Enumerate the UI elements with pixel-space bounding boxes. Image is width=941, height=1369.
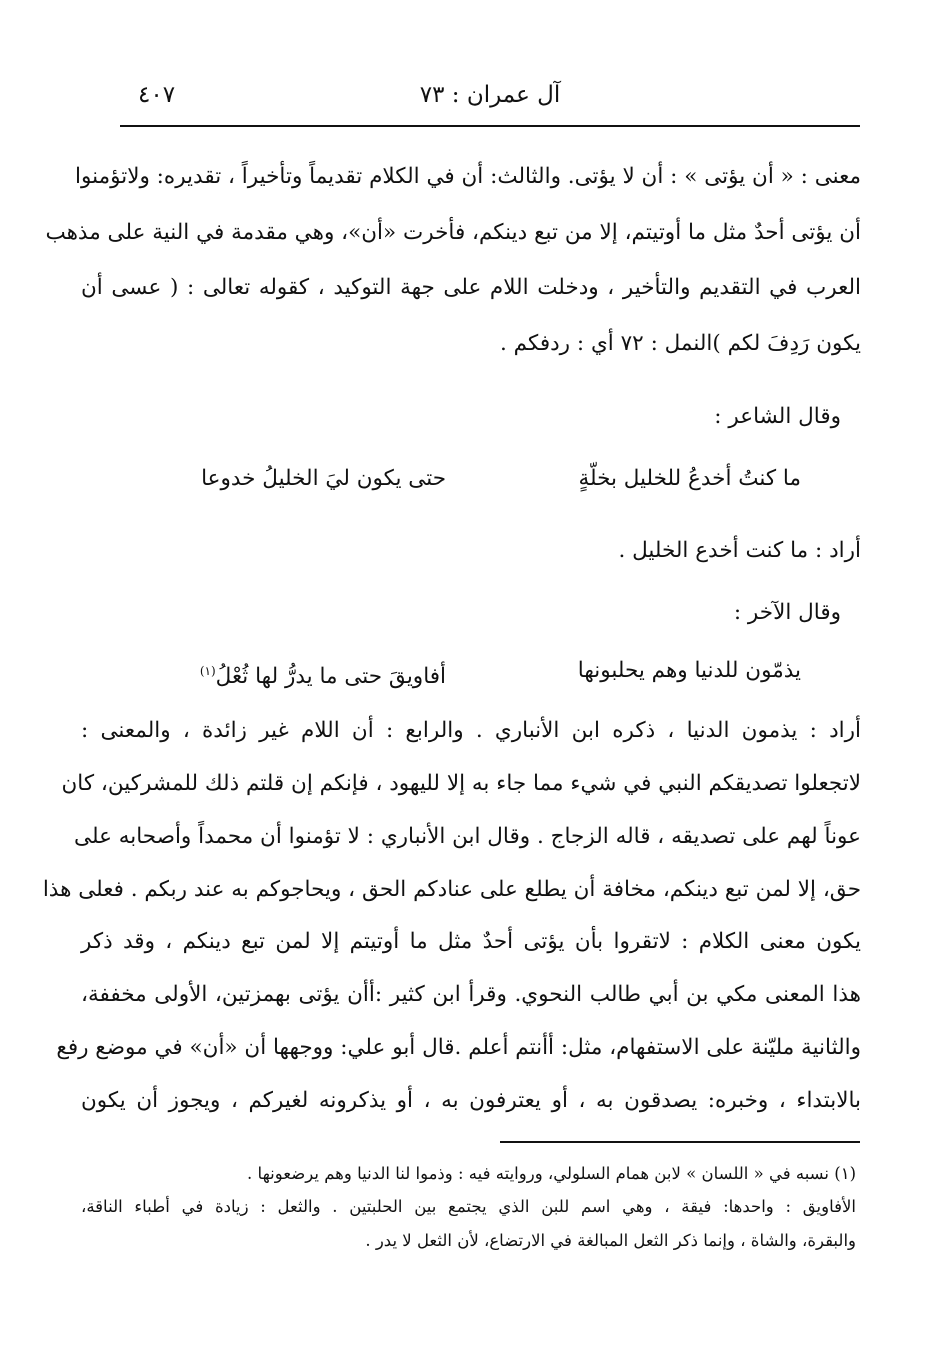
footnote-rule [500,1141,860,1143]
verse-intro: وقال الشاعر : [714,404,841,429]
surah-title: آل عمران : ٧٣ [419,82,561,108]
poetry-verse [81,651,861,691]
footnote-line: (١) نسبه في « اللسان » لابن همام السلولي، وروايته فيه : وذموا لنا الدنيا وهم يرضعونها . [247,1164,856,1183]
page-number: ٤٠٧ [138,82,176,108]
verse-second-hemistich [200,651,446,697]
body-line: يكون رَدِفَ لكم )النمل : ٧٢ أي : ردفكم . [499,331,861,356]
body-line: هذا المعنى مكي بن أبي طالب النحوي. وقرأ ابن كثير :أأن يؤتى بهمزتين، الأولى مخففة، [81,982,861,1007]
footnote-marker: (١) [199,664,216,678]
verse-first-hemistich: ما كنتُ أخدعُ للخليل بخلّةٍ [578,466,801,491]
body-line: والثانية مليّنة على الاستفهام، مثل: أأنتم أعلم .قال أبو علي: ووجهها أن «أن» في موضع رفع [56,1035,861,1060]
verse-first-hemistich: يذمّون للدنيا وهم يحلبونها [577,658,801,683]
body-line: أراد : يذمون الدنيا ، ذكره ابن الأنباري . والرابع : أن اللام غير زائدة ، والمعنى : [81,718,861,743]
footnote-line: الأفاويق : واحدها: فيقة ، وهي اسم للبن الذي يجتمع بين الحلبتين . والثعل : زيادة في أطباء الناقة، [81,1197,856,1216]
body-line: أراد : ما كنت أخدع الخليل . [618,538,861,563]
body-line: عوناً لهم على تصديقه ، قاله الزجاج . وقال ابن الأنباري : لا تؤمنوا أن محمداً وأصحابه على [74,824,861,849]
body-line: لاتجعلوا تصديقكم النبي في شيء مما جاء به إلا لليهود ، فإنكم إن قلتم ذلك للمشركين، كان [61,771,861,796]
header-rule [120,125,860,127]
verse-intro: وقال الآخر : [733,600,841,625]
body-line: معنى : « أن يؤتى » : أن لا يؤتى. والثالث: أن في الكلام تقديماً وتأخيراً ، تقديره: ولاتؤمنوا [75,164,861,189]
body-line: العرب في التقديم والتأخير ، ودخلت اللام على جهة التوكيد ، كقوله تعالى : ( عسى أن [81,275,861,300]
body-line: حق، إلا لمن تبع دينكم، مخافة أن يطلع على عنادكم الحق ، ويحاجوكم به عند ربكم . فعلى هذا [42,877,861,902]
running-header [120,82,860,118]
body-line: يكون معنى الكلام : لاتقروا بأن يؤتى أحدٌ مثل ما أوتيتم إلا لمن تبع دينكم ، وقد ذكر [81,929,861,954]
verse-second-hemistich: حتى يكون ليَ الخليلُ خدوعا [201,466,446,491]
footnote-line: والبقرة، والشاة ، وإنما ذكر الثعل المبالغة في الارتضاع، لأن الثعل لا يدر . [365,1231,856,1250]
poetry-verse [81,459,861,499]
body-line: أن يؤتى أحدٌ مثل ما أوتيتم، إلا من تبع دينكم، فأخرت «أن»، وهي مقدمة في النية على مذهب [45,220,861,245]
body-line: بالابتداء ، وخبره: يصدقون به ، أو يعترفون به ، أو يذكرونه لغيركم ، ويجوز أن يكون [81,1088,861,1113]
verse-text: أفاويقَ حتى ما يدرُّ لها ثُعْلُ [215,664,446,690]
